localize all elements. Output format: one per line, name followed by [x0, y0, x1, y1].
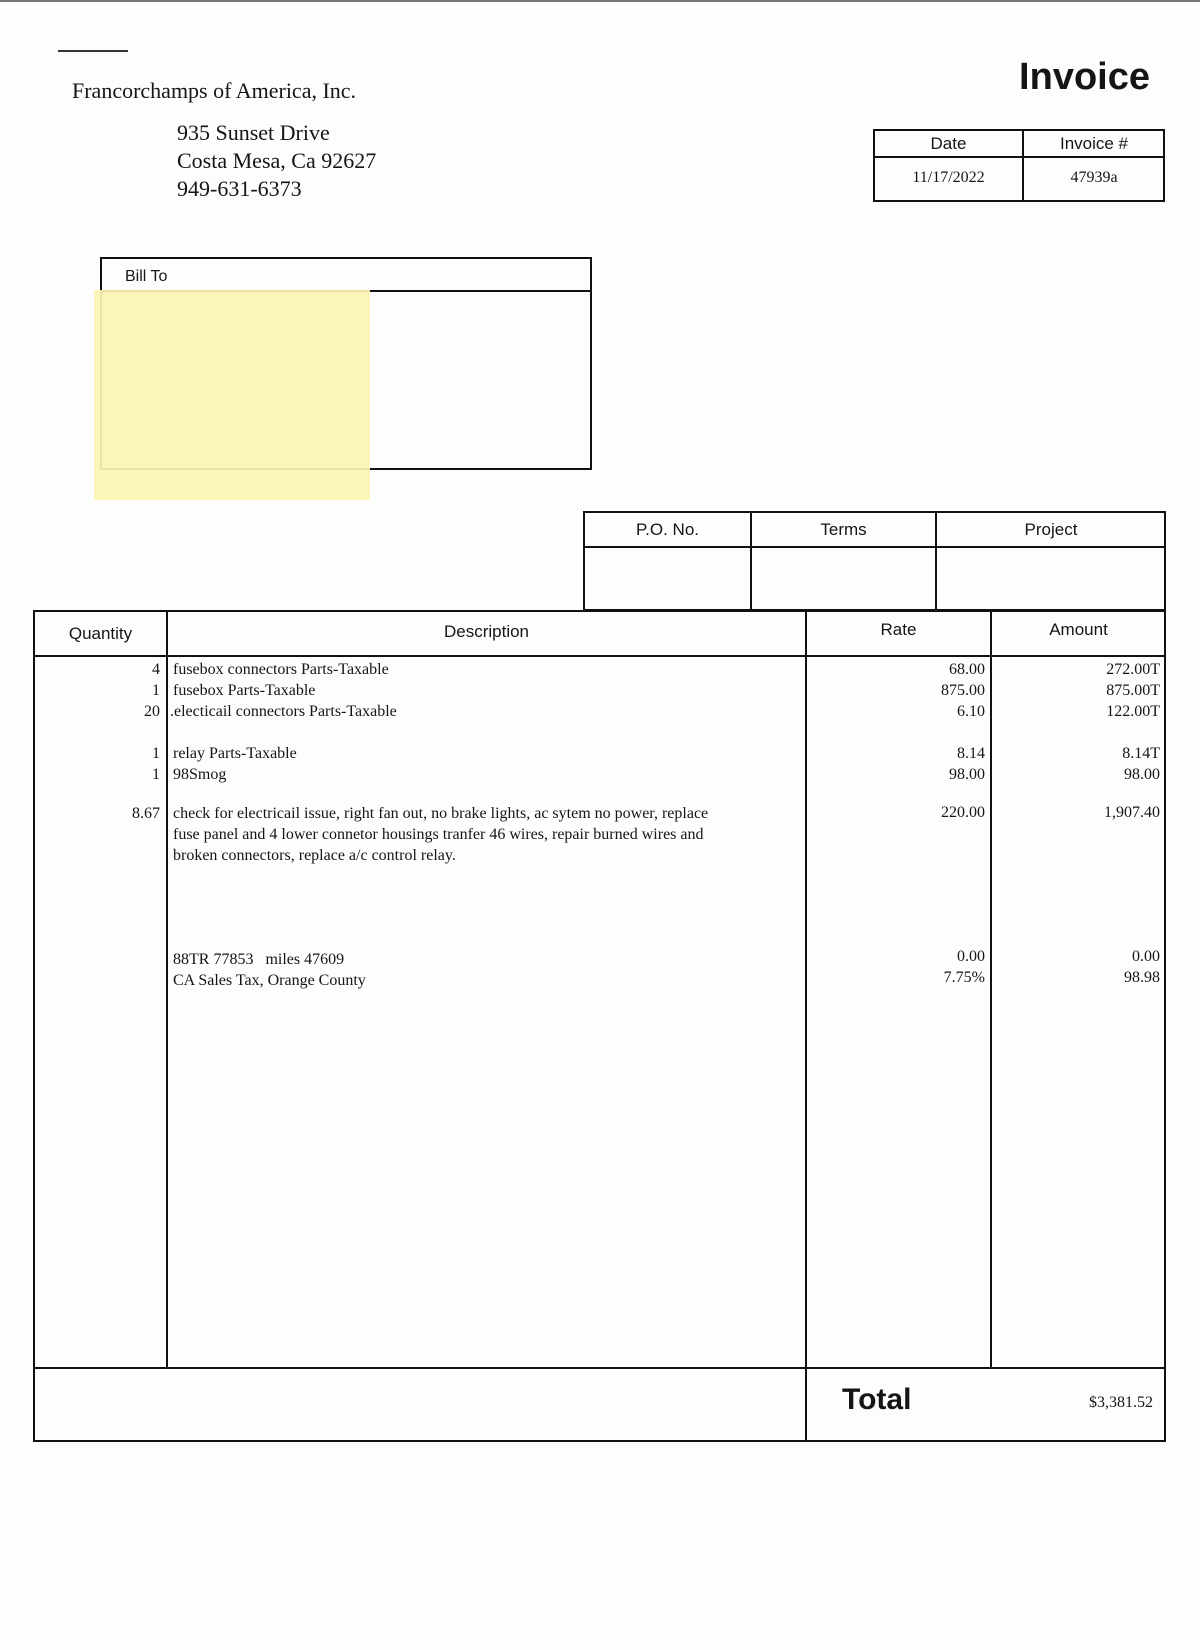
company-name: Francorchamps of America, Inc.: [72, 78, 357, 103]
sticky-note: [94, 290, 370, 500]
invoice-number: 47939a: [1070, 169, 1118, 186]
item-amount: 272.00T: [1106, 661, 1160, 678]
total-row-divider: [33, 1367, 1166, 1369]
description-header: Description: [443, 622, 530, 641]
company-address-line2: Costa Mesa, Ca 92627: [177, 148, 377, 173]
item-amount: 98.00: [1124, 766, 1160, 783]
quantity-header: Quantity: [68, 624, 133, 643]
item-description: fusebox connectors Parts-Taxable: [173, 661, 389, 678]
rate-header: Rate: [880, 620, 917, 639]
item-quantity: 8.67: [132, 805, 160, 822]
terms-label: Terms: [820, 520, 867, 539]
item-description-line: broken connectors, replace a/c control relay.: [173, 847, 456, 864]
quantity-column-divider: [166, 610, 168, 1367]
invoice-number-label: Invoice #: [1059, 134, 1129, 153]
item-amount: 8.14T: [1122, 745, 1160, 762]
top-edge-rule: [0, 0, 1200, 2]
date-table-divider: [873, 156, 1165, 158]
item-description: fusebox Parts-Taxable: [173, 682, 316, 699]
amount-header: Amount: [1049, 620, 1108, 639]
item-quantity: 1: [152, 745, 160, 762]
item-description: 98Smog: [173, 766, 227, 783]
item-rate: 8.14: [957, 745, 985, 762]
item-rate: 98.00: [949, 766, 985, 783]
item-rate: 220.00: [941, 804, 985, 821]
item-amount: 1,907.40: [1104, 804, 1160, 821]
total-amount: $3,381.52: [1089, 1394, 1153, 1411]
item-description: CA Sales Tax, Orange County: [173, 972, 366, 989]
item-amount: 0.00: [1132, 948, 1160, 965]
item-quantity: 20: [144, 703, 160, 720]
item-rate: 68.00: [949, 661, 985, 678]
item-rate: 875.00: [941, 682, 985, 699]
item-description-line: fuse panel and 4 lower connetor housings tranfer 46 wires, repair burned wires and: [173, 826, 704, 843]
company-phone: 949-631-6373: [177, 176, 302, 201]
item-description: 88TR 77853 miles 47609: [173, 951, 345, 968]
item-amount: 122.00T: [1106, 703, 1160, 720]
top-dash-mark: [58, 50, 128, 52]
item-quantity: 1: [152, 766, 160, 783]
item-rate: 6.10: [957, 703, 985, 720]
po-number-label: P.O. No.: [636, 520, 699, 539]
item-description: .electicail connectors Parts-Taxable: [170, 703, 397, 720]
line-items-table: [33, 610, 1166, 1442]
project-label: Project: [1024, 520, 1078, 539]
company-address-line1: 935 Sunset Drive: [177, 120, 330, 145]
line-items-header-divider: [33, 655, 1166, 657]
item-rate: 0.00: [957, 948, 985, 965]
date-label: Date: [930, 134, 967, 153]
po-table-divider: [583, 546, 1166, 548]
document-title: Invoice: [1019, 56, 1150, 98]
total-label: Total: [842, 1383, 912, 1416]
item-quantity: 4: [152, 661, 160, 678]
rate-column-divider: [990, 610, 992, 1367]
item-description: relay Parts-Taxable: [173, 745, 297, 762]
item-amount: 875.00T: [1106, 682, 1160, 699]
item-rate: 7.75%: [943, 969, 985, 986]
bill-to-label: Bill To: [125, 268, 168, 285]
description-column-divider: [805, 610, 807, 1442]
item-description-line: check for electricail issue, right fan out, no brake lights, ac sytem no power, replace: [173, 805, 709, 822]
item-amount: 98.98: [1124, 969, 1160, 986]
invoice-date: 11/17/2022: [912, 169, 985, 186]
item-quantity: 1: [152, 682, 160, 699]
